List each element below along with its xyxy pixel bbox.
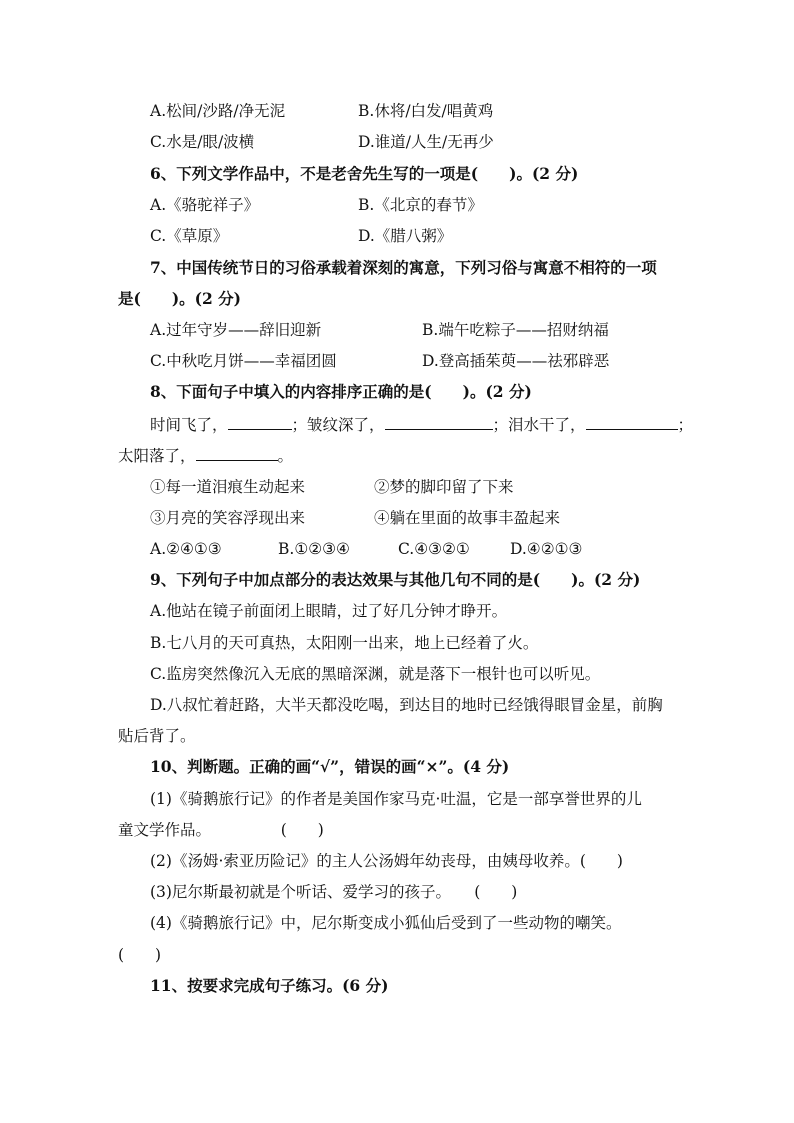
q6-stem: 6、下列文学作品中，不是老舍先生写的一项是( )。(2 分) xyxy=(150,164,579,183)
q11-stem: 11、按要求完成句子练习。(6 分) xyxy=(150,976,389,995)
q7-option-a: A.过年守岁——辞旧迎新 xyxy=(150,321,322,339)
q5-option-a: A.松间/沙路/净无泥 xyxy=(150,102,286,120)
q6-option-c: C.《草原》 xyxy=(150,227,229,245)
q6-option-b: B.《北京的春节》 xyxy=(358,196,483,214)
q10-stem: 10、判断题。正确的画“√”，错误的画“×”。(4 分) xyxy=(150,757,510,776)
q8-item-3: ③月亮的笑容浮现出来 xyxy=(150,509,306,527)
q8-option-b: B.①②③④ xyxy=(278,540,350,558)
q10-item-1: (1)《骑鹅旅行记》的作者是美国作家马克·吐温，它是一部享誉世界的儿 xyxy=(150,790,642,808)
q10-item-1-continued: 童文学作品。 ( ) xyxy=(118,821,324,839)
q8-stem: 8、下面句子中填入的内容排序正确的是( )。(2 分) xyxy=(150,382,532,401)
q7-stem-line1: 7、中国传统节日的习俗承载着深刻的寓意，下列习俗与寓意不相符的一项 xyxy=(150,258,657,277)
q8-option-c: C.④③②① xyxy=(398,540,470,558)
q10-item-3: (3)尼尔斯最初就是个听话、爱学习的孩子。 ( ) xyxy=(150,883,518,901)
q7-stem-line2: 是( )。(2 分) xyxy=(118,289,242,308)
q6-option-d: D.《腊八粥》 xyxy=(358,227,453,245)
q8-item-2: ②梦的脚印留了下来 xyxy=(374,478,514,496)
q8-item-1: ①每一道泪痕生动起来 xyxy=(150,478,306,496)
q10-item-2: (2)《汤姆·索亚历险记》的主人公汤姆年幼丧母，由姨母收养。( ) xyxy=(150,852,623,870)
q5-option-c: C.水是/眼/波横 xyxy=(150,133,255,151)
q6-option-a: A.《骆驼祥子》 xyxy=(150,196,260,214)
q8-item-4: ④躺在里面的故事丰盈起来 xyxy=(374,509,561,527)
q8-blank-1[interactable] xyxy=(228,415,292,430)
q9-option-c: C.监房突然像沉入无底的黑暗深渊，就是落下一根针也可以听见。 xyxy=(150,665,601,683)
q8-sentence-line1 xyxy=(150,415,693,435)
q7-option-c: C.中秋吃月饼——幸福团圆 xyxy=(150,352,337,370)
q8-sentence-part-3: ；泪水干了， xyxy=(492,416,586,434)
q8-option-d: D.④②①③ xyxy=(510,540,583,558)
q9-stem: 9、下列句子中加点部分的表达效果与其他几句不同的是( )。(2 分) xyxy=(150,570,641,589)
q9-option-b: B.七八月的天可真热，太阳刚一出来，地上已经着了火。 xyxy=(150,634,539,652)
q8-sentence-line2 xyxy=(118,446,293,466)
q5-option-d: D.谁道/人生/无再少 xyxy=(358,133,494,151)
q7-option-d: D.登高插茱萸——祛邪辟恶 xyxy=(422,352,610,370)
q9-option-d: D.八叔忙着赶路，大半天都没吃喝，到达目的地时已经饿得眼冒金星，前胸 xyxy=(150,696,663,714)
q9-option-d-continued: 贴后背了。 xyxy=(118,727,196,745)
q8-sentence-part-2: ；皱纹深了， xyxy=(291,416,385,434)
q10-item-4: (4)《骑鹅旅行记》中，尼尔斯变成小狐仙后受到了一些动物的嘲笑。 xyxy=(150,914,622,932)
q10-item-4-answer: ( ) xyxy=(118,946,162,964)
q9-option-a: A.他站在镜子前面闭上眼睛，过了好几分钟才睁开。 xyxy=(150,602,508,620)
q8-sentence-line2-end: 。 xyxy=(277,447,294,465)
q8-sentence-line2-start: 太阳落了， xyxy=(118,447,196,465)
q7-option-b: B.端午吃粽子——招财纳福 xyxy=(422,321,609,339)
q8-blank-4[interactable] xyxy=(196,446,278,461)
q5-option-b: B.休将/白发/唱黄鸡 xyxy=(358,102,494,120)
q8-sentence-part-4: ； xyxy=(677,416,694,434)
q8-option-a: A.②④①③ xyxy=(150,540,222,558)
q8-blank-2[interactable] xyxy=(385,415,493,430)
q8-blank-3[interactable] xyxy=(586,415,678,430)
q8-sentence-part-1: 时间飞了， xyxy=(150,416,228,434)
